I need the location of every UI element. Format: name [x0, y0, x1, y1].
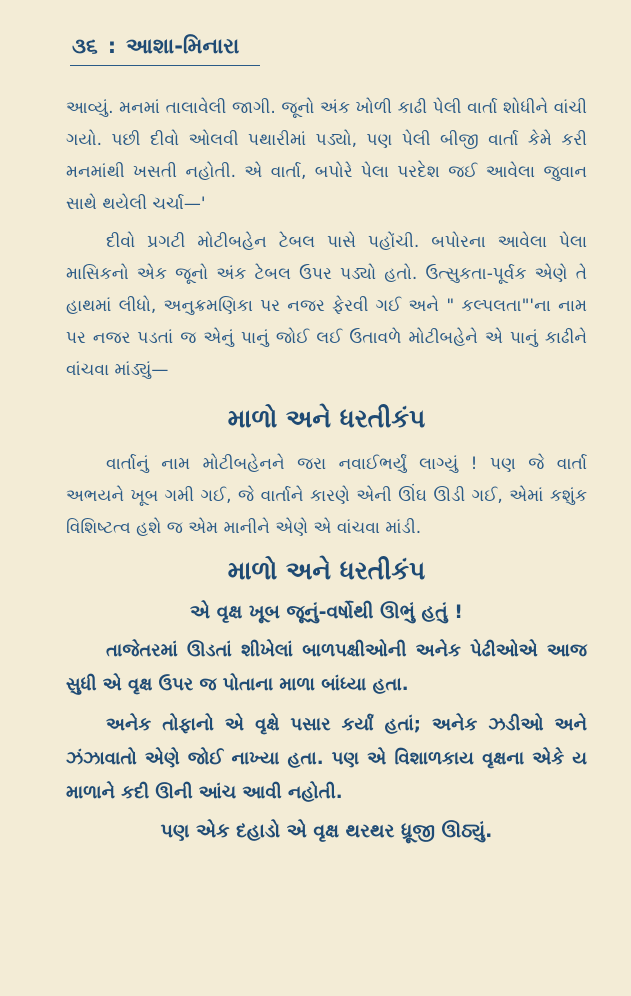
header-underline [70, 65, 260, 66]
paragraph-3: વાર્તાનું નામ મોટીબહેનને જરા નવાઈભર્યું લાગ્યું ! પણ જે વાર્તા અભયને ખૂબ ગમી ગઈ, જે વાર્તાને કારણે એની ઊંઘ ઊડી ગઈ, એમાં કશુંક વિશિષ્ટત્વ હશે જ એમ માનીને એણે એ વાંચવા માંડી. [66, 454, 587, 538]
story-title-heading: માળો અને ધરતીકંપ [227, 404, 426, 433]
running-title: આશા-મિનારા [126, 34, 240, 58]
story-title-repeat: માળો અને ધરતીકંપ [227, 556, 426, 585]
story-opening-line: એ વૃક્ષ ખૂબ જૂનું-વર્ષોથી ઊભું હતું ! [190, 601, 463, 623]
closing-line: પણ એક દહાડો એ વૃક્ષ થરથર ધ્રૂજી ઊઠ્યું. [160, 820, 493, 842]
running-header [66, 34, 587, 59]
page-number: ૩૬ [72, 34, 98, 58]
paragraph-1: આવ્યું. મનમાં તાલાવેલી જાગી. જૂનો અંક ખોળી કાઢી પેલી વાર્તા શોધીને વાંચી ગયો. પછી દીવો ઓલવી પથારીમાં પડ્યો, પણ પેલી બીજી વાર્તા કેમે કરી મનમાંથી ખસતી નહોતી. એ વાર્તા, બપોરે પેલા પરદેશ જઈ આવેલા જુવાન સાથે થયેલી ચર્ચા—' [66, 98, 587, 214]
paragraph-4: તાજેતરમાં ઊડતાં શીખેલાં બાળપક્ષીઓની અનેક પેઢીઓએ આજ સુધી એ વૃક્ષ ઉપર જ પોતાના માળા બાંધ્યા હતા. [66, 640, 587, 695]
paragraph-5: અનેક તોફાનો એ વૃક્ષે પસાર કર્યાં હતાં; અનેક ઝડીઓ અને ઝંઝાવાતો એણે જોઈ નાખ્યા હતા. પણ એ વિશાળકાય વૃક્ષના એકે ય માળાને કદી ઊની આંચ આવી નહોતી. [66, 714, 587, 803]
paragraph-2: દીવો પ્રગટી મોટીબહેન ટેબલ પાસે પહોંચી. બપોરના આવેલા પેલા માસિકનો એક જૂનો અંક ટેબલ ઉપર પડ્યો હતો. ઉત્સુકતા-પૂર્વક એણે તે હાથમાં લીધો, અનુક્રમણિકા પર નજર ફેરવી ગઈ અને " કલ્પલતા"'ના નામ પર નજર પડતાં જ એનું પાનું જોઈ લઈ ઉતાવળે મોટીબહેને એ પાનું કાઢીને વાંચવા માંડ્યું— [66, 232, 587, 380]
header-separator: : [107, 34, 117, 58]
